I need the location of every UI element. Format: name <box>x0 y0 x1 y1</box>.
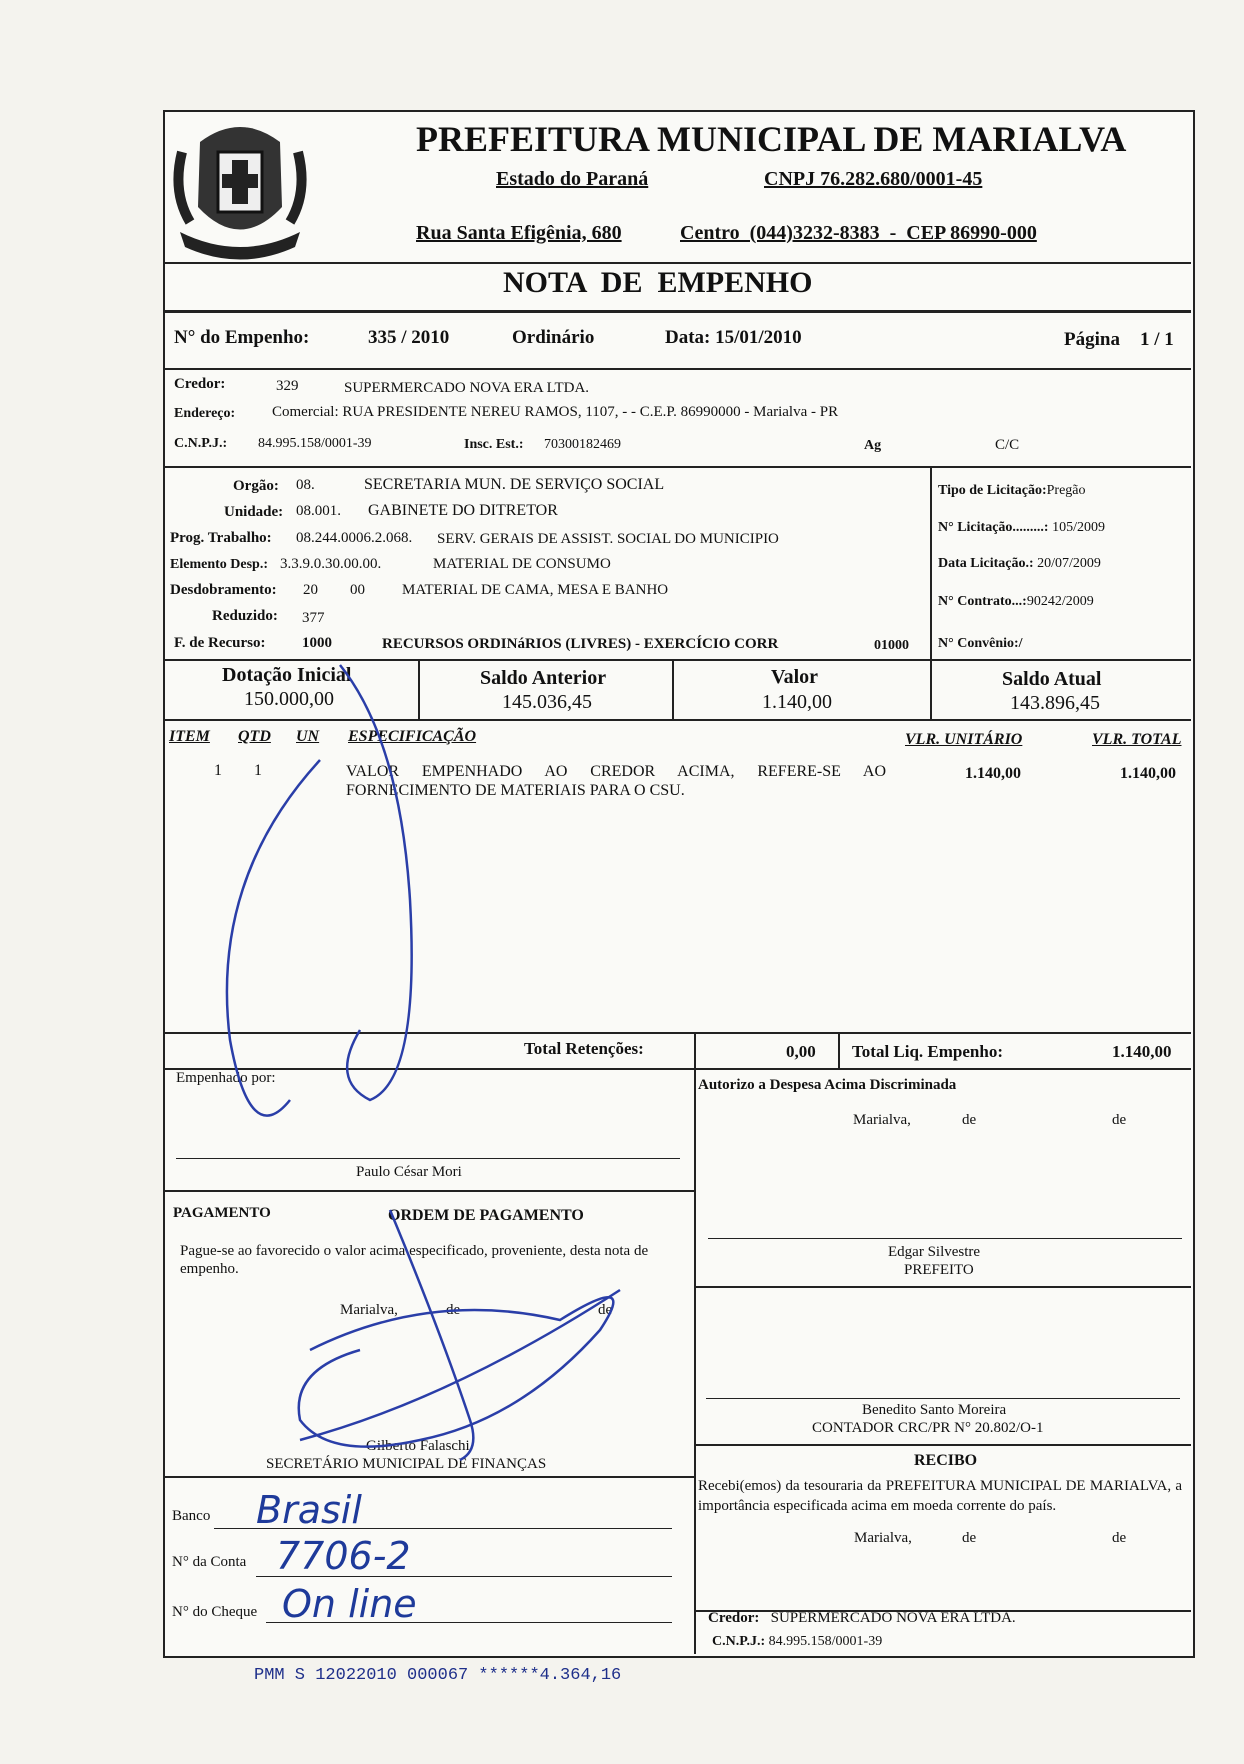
address-contact: Centro (044)3232-8383 - CEP 86990-000 <box>680 222 1037 244</box>
processing-stamp: PMM S 12022010 000067 ******4.364,16 <box>254 1666 622 1685</box>
item-qtd: 1 <box>254 762 262 779</box>
autorizo-de1: de <box>962 1112 977 1128</box>
pagamento-label: PAGAMENTO <box>173 1205 271 1221</box>
liq-empenho-label: Total Liq. Empenho: <box>852 1042 1003 1061</box>
pagamento-city: Marialva, <box>340 1302 398 1318</box>
reduzido-value: 377 <box>302 610 325 626</box>
cc-label: C/C <box>995 437 1020 453</box>
state-name: Estado do Paraná <box>496 168 649 190</box>
orgao-code: 08. <box>296 477 315 493</box>
col-especificacao-header: ESPECIFICAÇÃO <box>348 728 477 745</box>
recurso-code: 1000 <box>302 635 332 651</box>
recibo-text: Recebi(emos) da tesouraria da PREFEITURA MUNICIPAL DE MARIALVA, a importância especificada acima em moeda corrente do país. <box>698 1478 1182 1514</box>
secretario-role: SECRETÁRIO MUNICIPAL DE FINANÇAS <box>266 1456 547 1472</box>
page-number: 1 / 1 <box>1140 329 1174 350</box>
banco-label: Banco <box>172 1508 211 1524</box>
unidade-label: Unidade: <box>224 504 284 520</box>
autorizo-de2: de <box>1112 1112 1127 1128</box>
banco-handwritten: Brasil <box>256 1488 362 1532</box>
pagamento-de1: de <box>446 1302 461 1318</box>
credor-code: 329 <box>276 378 299 394</box>
autorizo-city: Marialva, <box>853 1112 911 1128</box>
unidade-code: 08.001. <box>296 503 341 519</box>
credor-address: Comercial: RUA PRESIDENTE NEREU RAMOS, 1107, - - C.E.P. 86990000 - Marialva - PR <box>272 404 839 420</box>
pagamento-de2: de <box>598 1302 613 1318</box>
dotacao-value: 150.000,00 <box>244 688 334 710</box>
insc-label: Insc. Est.: <box>464 437 524 452</box>
valor-value: 1.140,00 <box>762 691 832 713</box>
recibo-de1: de <box>962 1530 977 1546</box>
item-especificacao: VALOR EMPENHADO AO CREDOR ACIMA, REFERE-SE AO FORNECIMENTO DE MATERIAIS PARA O CSU. <box>346 763 886 799</box>
credor-insc: 70300182469 <box>544 437 621 452</box>
col-vlr-total-header: VLR. TOTAL <box>1092 731 1182 748</box>
ag-label: Ag <box>864 438 882 453</box>
recurso-number: 01000 <box>874 638 909 653</box>
col-un-header: UN <box>296 728 320 745</box>
liq-empenho-value: 1.140,00 <box>1112 1042 1172 1061</box>
page-label: Página <box>1064 329 1120 350</box>
recurso-label: F. de Recurso: <box>174 635 266 651</box>
recibo-de2: de <box>1112 1530 1127 1546</box>
elemento-label: Elemento Desp.: <box>170 557 268 572</box>
dotacao-label: Dotação Inicial <box>222 664 352 686</box>
orgao-name: SECRETARIA MUN. DE SERVIÇO SOCIAL <box>364 476 665 493</box>
recibo-city: Marialva, <box>854 1530 912 1546</box>
col-item-header: ITEM <box>169 728 210 745</box>
licitacao-type: Tipo de Licitação:Pregão <box>938 483 1086 498</box>
municipality-title: PREFEITURA MUNICIPAL DE MARIALVA <box>416 119 1127 159</box>
desdobramento-a: 20 <box>303 582 318 598</box>
cheque-handwritten: On line <box>282 1582 417 1626</box>
conta-label: N° da Conta <box>172 1554 247 1570</box>
credor-name: SUPERMERCADO NOVA ERA LTDA. <box>344 380 590 396</box>
empenho-date: Data: 15/01/2010 <box>665 327 802 348</box>
licitacao-number: N° Licitação.........: 105/2009 <box>938 520 1105 535</box>
credor-label: Credor: <box>174 376 226 392</box>
recibo-credor: Credor: SUPERMERCADO NOVA ERA LTDA. <box>708 1610 1016 1626</box>
ordem-pagamento-label: ORDEM DE PAGAMENTO <box>388 1207 584 1224</box>
street-address: Rua Santa Efigênia, 680 <box>416 222 622 244</box>
empenhado-name: Paulo César Mori <box>356 1164 462 1180</box>
empenho-type: Ordinário <box>512 327 595 348</box>
desdobramento-name: MATERIAL DE CAMA, MESA E BANHO <box>402 582 669 598</box>
col-qtd-header: QTD <box>238 728 271 745</box>
empenhado-label: Empenhado por: <box>176 1070 276 1086</box>
recibo-label: RECIBO <box>914 1452 978 1469</box>
endereco-label: Endereço: <box>174 406 236 421</box>
item-vlr-unitario: 1.140,00 <box>965 765 1021 782</box>
autorizo-label: Autorizo a Despesa Acima Discriminada <box>698 1077 957 1093</box>
elemento-name: MATERIAL DE CONSUMO <box>433 556 611 572</box>
prog-name: SERV. GERAIS DE ASSIST. SOCIAL DO MUNICIPIO <box>437 531 779 547</box>
unidade-name: GABINETE DO DITRETOR <box>368 502 558 519</box>
convenio-label: N° Convênio:/ <box>938 636 1023 651</box>
cheque-label: N° do Cheque <box>172 1604 258 1620</box>
reduzido-label: Reduzido: <box>212 608 278 624</box>
recibo-cnpj: C.N.P.J.: 84.995.158/0001-39 <box>712 1634 883 1649</box>
valor-label: Valor <box>771 666 819 688</box>
conta-handwritten: 7706-2 <box>276 1534 411 1578</box>
saldo-anterior-label: Saldo Anterior <box>480 667 607 689</box>
secretario-name: Gilberto Falaschi <box>366 1438 470 1454</box>
retencoes-value: 0,00 <box>786 1042 816 1061</box>
prog-label: Prog. Trabalho: <box>170 530 272 546</box>
prefeito-role: PREFEITO <box>904 1262 974 1278</box>
desdobramento-label: Desdobramento: <box>170 582 277 598</box>
header-cnpj: CNPJ 76.282.680/0001-45 <box>764 168 983 190</box>
contrato-number: N° Contrato...:90242/2009 <box>938 594 1094 609</box>
desdobramento-b: 00 <box>350 582 365 598</box>
saldo-atual-value: 143.896,45 <box>1010 692 1100 714</box>
empenho-number: 335 / 2010 <box>368 327 450 348</box>
cnpj-label: C.N.P.J.: <box>174 436 228 451</box>
elemento-code: 3.3.9.0.30.00.00. <box>280 556 382 572</box>
prog-code: 08.244.0006.2.068. <box>296 530 413 546</box>
orgao-label: Orgão: <box>233 478 279 494</box>
contador-name: Benedito Santo Moreira <box>862 1402 1007 1418</box>
document-title: NOTA DE EMPENHO <box>503 266 813 299</box>
col-vlr-unitario-header: VLR. UNITÁRIO <box>905 731 1023 748</box>
prefeito-name: Edgar Silvestre <box>888 1244 981 1260</box>
empenho-number-label: N° do Empenho: <box>174 327 310 348</box>
pagamento-text: Pague-se ao favorecido o valor acima especificado, proveniente, desta nota de empenho. <box>180 1243 649 1277</box>
recurso-name: RECURSOS ORDINáRIOS (LIVRES) - EXERCÍCIO CORR <box>382 636 779 652</box>
contador-role: CONTADOR CRC/PR N° 20.802/O-1 <box>812 1420 1044 1436</box>
saldo-atual-label: Saldo Atual <box>1002 668 1102 690</box>
credor-cnpj: 84.995.158/0001-39 <box>258 436 372 451</box>
item-vlr-total: 1.140,00 <box>1120 765 1176 782</box>
item-number: 1 <box>214 762 222 779</box>
retencoes-label: Total Retenções: <box>524 1039 644 1058</box>
licitacao-date: Data Licitação.: 20/07/2009 <box>938 556 1101 571</box>
saldo-anterior-value: 145.036,45 <box>502 691 592 713</box>
